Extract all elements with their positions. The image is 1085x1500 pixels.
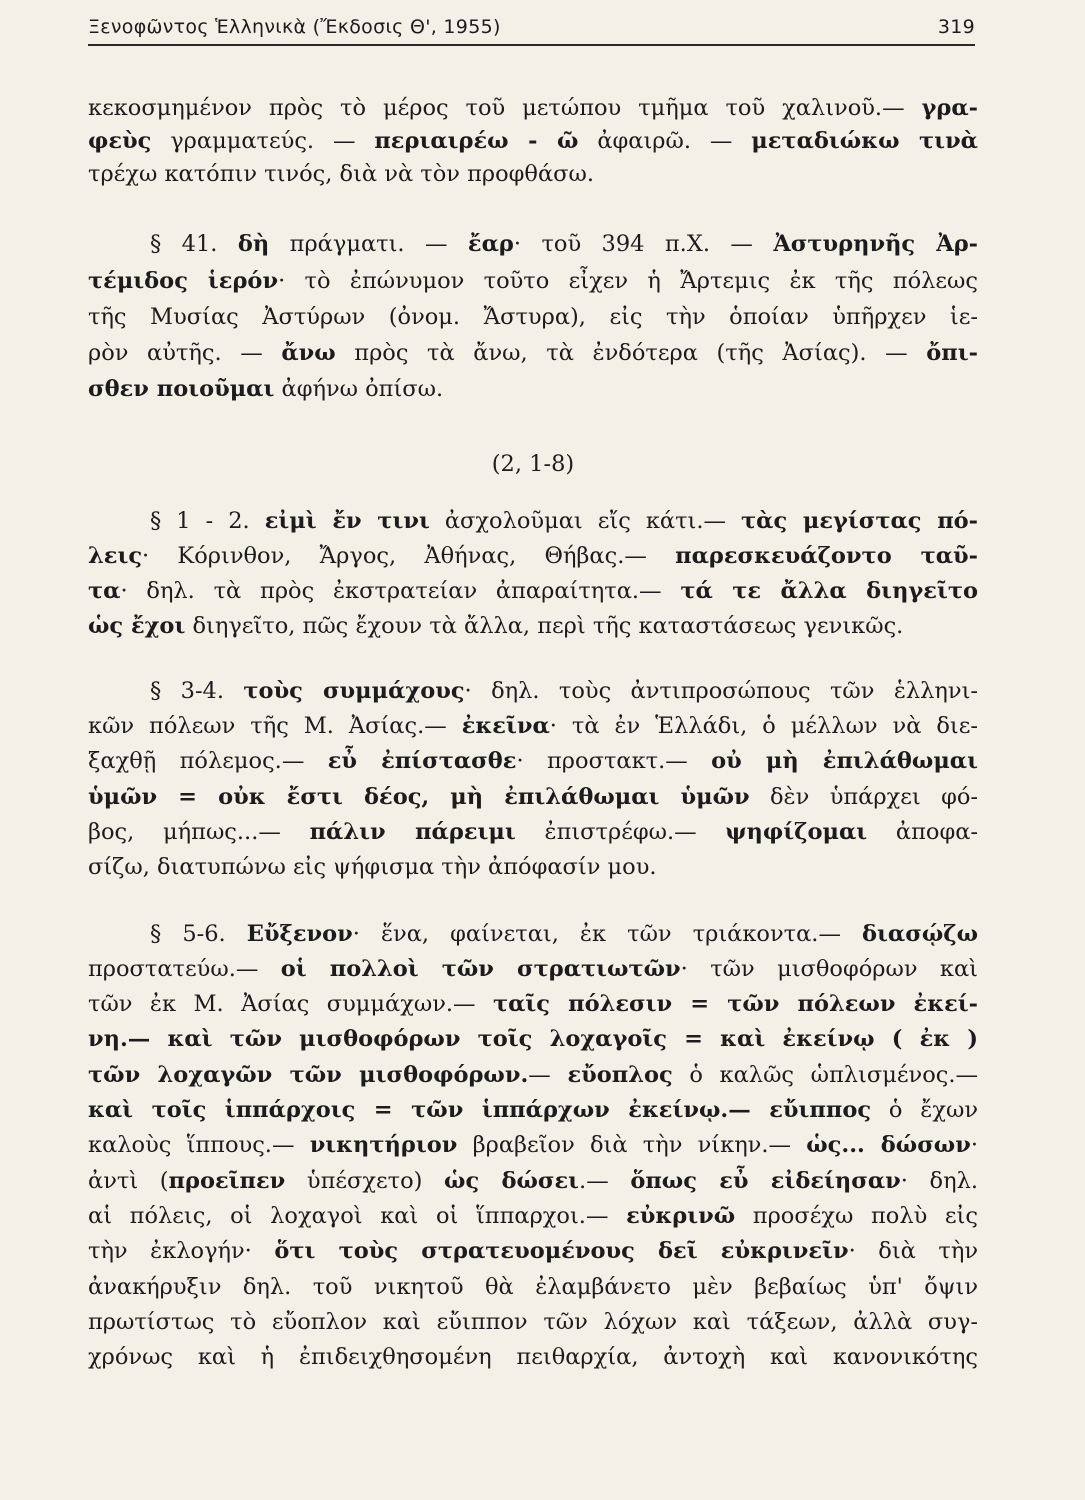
bold-term: ψηφίζομαι [725,819,868,845]
text-run: πρὸς τὰ ἄνω, τὰ ἐνδότερα (τῆς Ἀσίας). — [335,340,927,366]
text-run: τῆς Μυσίας Ἀστύρων (ὀνομ. Ἄστυρα), εἰς τὴν ὁποίαν ὑπῆρχεν ἱε- [88,304,978,330]
section-start-line [150,918,978,950]
text-run: · Κόρινθον, Ἄργος, Ἀθήνας, Θήβας.— [142,543,676,569]
text-line [88,1129,978,1161]
text-line [88,610,978,642]
text-run: · τῶν μισθοφόρων καὶ [680,956,979,982]
text-line [88,745,978,777]
text-run: · προστακτ.— [516,748,712,774]
text-run: ἀφαιρῶ. — [578,128,752,154]
text-run: τῶν ἐκ Μ. Ἀσίας συμμάχων.— [88,991,493,1017]
bold-term: εὖ ἐπίστασθε [327,748,517,774]
text-run: ἀφήνω ὀπίσω. [274,376,444,402]
text-line [88,265,978,297]
text-line [88,1023,978,1055]
text-line [88,301,978,333]
text-run: καλοὺς ἵππους.— [88,1132,310,1158]
text-run: ἐπιστρέφω.— [515,819,726,845]
header-rule [88,44,975,46]
text-line [88,953,978,985]
text-run: χρόνως καὶ ἡ ἐπιδειχθησομένη πειθαρχία, ἀντοχὴ καὶ κανονικότης [88,1344,978,1370]
text-run: · τὸ ἐπώνυμον τοῦτο εἶχεν ἡ Ἄρτεμις ἐκ τῆς πόλεως [278,268,978,294]
bold-term: Ἀστυρηνῆς Ἀρ- [773,231,978,257]
text-run: · τοῦ 394 π.Χ. — [513,231,774,257]
section-start-line [150,505,978,537]
bold-term: ταῖς πόλεσιν = τῶν πόλεων ἐκεί- [492,991,978,1017]
text-run: · τὰ ἐν Ἑλλάδι, ὁ μέλλων νὰ διε- [549,713,978,739]
text-run: διηγεῖτο, πῶς ἔχουν τὰ ἄλλα, περὶ τῆς καταστάσεως γενικῶς. [185,613,904,639]
text-run: σίζω, διατυπώνω εἰς ψήφισμα τὴν ἀπόφασίν μου. [88,854,657,880]
text-run: προσέχω πολὺ εἰς [735,1203,978,1229]
text-run: πρωτίστως τὸ εὔοπλον καὶ εὔιππον τῶν λόχων καὶ τάξεων, ἀλλὰ συγ- [88,1309,978,1335]
text-run: · ἕνα, φαίνεται, ἐκ τῶν τριάκοντα.— [352,921,863,947]
text-run: βος, μήπως...— [88,819,310,845]
text-run: πράγματι. — [269,231,468,257]
bold-term: Εὔξενον [246,921,353,947]
text-run: προστατεύω.— [88,956,281,982]
text-run: § 41. [150,231,238,257]
bold-term: τέμιδος ἱερόν [88,268,279,294]
bold-term: τοὺς συμμάχους [243,678,465,704]
text-run: · δηλ. [900,1168,978,1194]
bold-term: ὑμῶν = οὐκ ἔστι δέος, μὴ ἐπιλάθωμαι ὑμῶν [88,784,750,810]
section-start-line [150,228,978,260]
bold-term: ὡς ἔχοι [88,613,186,639]
bold-term: ὄπι- [926,340,978,366]
text-run: · διὰ τὴν [848,1238,978,1264]
text-run: τὴν ἐκλογήν· [88,1238,275,1264]
bold-term: διασῴζω [862,921,978,947]
text-line [88,1200,978,1232]
text-line [88,710,978,742]
text-run: ὑπέσχετο) [285,1168,445,1194]
text-run: .— [579,1168,631,1194]
text-line [88,1235,978,1267]
text-run: § 5-6. [150,921,247,947]
bold-term: ὅπως εὖ εἰδείησαν [630,1168,901,1194]
bold-term: παρεσκευάζοντο ταῦ- [675,543,979,569]
bold-term: μεταδιώκω τινὰ [751,128,978,154]
bold-term: οἱ πολλοὶ τῶν στρατιωτῶν [280,956,681,982]
running-header [88,10,975,38]
text-line [88,373,978,405]
text-line [88,1306,978,1338]
text-line [88,1059,978,1091]
bold-term: ἔαρ [467,231,514,257]
text-run: ρὸν αὐτῆς. — [88,340,282,366]
bold-term: περιαιρέω - ῶ [374,128,579,154]
bold-term: ἄνω [281,340,336,366]
text-line [88,125,978,157]
text-line [88,540,978,572]
page-number: 319 [937,16,975,38]
text-run: · δηλ. τοὺς ἀντιπροσώπους τῶν ἑλληνι- [464,678,978,704]
bold-term: οὐ μὴ ἐπιλάθωμαι [711,748,978,774]
text-line [88,92,978,124]
bold-term: ὡς... δώσων [806,1132,971,1158]
book-title: Ξενοφῶντος Ἑλληνικὰ (Ἔκδοσις Θ', 1955) [88,16,501,38]
text-run: τρέχω κατόπιν τινός, διὰ νὰ τὸν προφθάσω. [88,161,595,187]
text-run: κεκοσμημένον πρὸς τὸ μέρος τοῦ μετώπου τμῆμα τοῦ χαλινοῦ.— [88,95,922,121]
text-run: · δηλ. τὰ πρὸς ἐκστρατείαν ἀπαραίτητα.— [120,578,681,604]
text-run: ἀποφα- [867,819,978,845]
bold-term: προεῖπεν [168,1168,286,1194]
text-run: ὁ καλῶς ὡπλισμένος.— [672,1062,978,1088]
text-run: βραβεῖον διὰ τὴν νίκην.— [457,1132,807,1158]
text-run: § 1 - 2. [150,508,265,534]
bold-term: γρα- [921,95,978,121]
bold-term: σθεν ποιοῦμαι [88,376,275,402]
text-run: — [528,1062,568,1088]
text-run: αἱ πόλεις, οἱ λοχαγοὶ καὶ οἱ ἵππαρχοι.— [88,1203,627,1229]
bold-term: φεὺς [88,128,152,154]
bold-term: ἐκεῖνα [461,713,550,739]
bold-term: πάλιν πάρειμι [309,819,516,845]
bold-term: νικητήριον [309,1132,458,1158]
bold-term: δὴ [237,231,270,257]
bold-term: εἰμὶ ἔν τινι [264,508,430,534]
text-run: ἀντὶ ( [88,1168,169,1194]
chapter-heading [88,448,978,480]
text-line [88,816,978,848]
bold-term: τὰς μεγίστας πό- [741,508,979,534]
text-line [88,158,978,190]
text-run: ξαχθῇ πόλεμος.— [88,748,328,774]
text-run: δὲν ὑπάρχει φό- [749,784,978,810]
bold-term: τῶν λοχαγῶν τῶν μισθοφόρων. [88,1062,529,1088]
text-line [88,1165,978,1197]
text-run: κῶν πόλεων τῆς Μ. Ἀσίας.— [88,713,462,739]
text-run: § 3-4. [150,678,244,704]
text-line [88,781,978,813]
text-run: γραμματεύς. — [151,128,375,154]
bold-term: εὔοπλος [567,1062,673,1088]
text-line [88,1271,978,1303]
text-run: ἀσχολοῦμαι εἴς κάτι.— [429,508,742,534]
bold-term: εὐκρινῶ [626,1203,736,1229]
bold-term: λεις [88,543,143,569]
bold-term: καὶ τοῖς ἱππάρχοις = τῶν ἱππάρχων ἐκείνῳ.— εὔιππος [88,1097,872,1123]
text-run: · [970,1132,978,1158]
text-line [88,988,978,1020]
text-run: (2, 1-8) [491,451,575,477]
bold-term: ὅτι τοὺς στρατευομένους δεῖ εὐκρινεῖν [274,1238,849,1264]
section-start-line [150,675,978,707]
bold-term: ὡς δώσει [444,1168,580,1194]
text-line [88,575,978,607]
text-line [88,851,978,883]
bold-term: τά τε ἄλλα διηγεῖτο [680,578,978,604]
bold-term: τα [88,578,121,604]
text-line [88,1094,978,1126]
text-run: ὁ ἔχων [871,1097,978,1123]
text-line [88,1341,978,1373]
text-run: ἀνακήρυξιν δηλ. τοῦ νικητοῦ θὰ ἐλαμβάνετο μὲν βεβαίως ὑπ' ὄψιν [88,1274,978,1300]
text-line [88,337,978,369]
bold-term: νη.— καὶ τῶν μισθοφόρων τοῖς λοχαγοῖς = καὶ ἐκείνῳ ( ἐκ ) [88,1026,978,1052]
